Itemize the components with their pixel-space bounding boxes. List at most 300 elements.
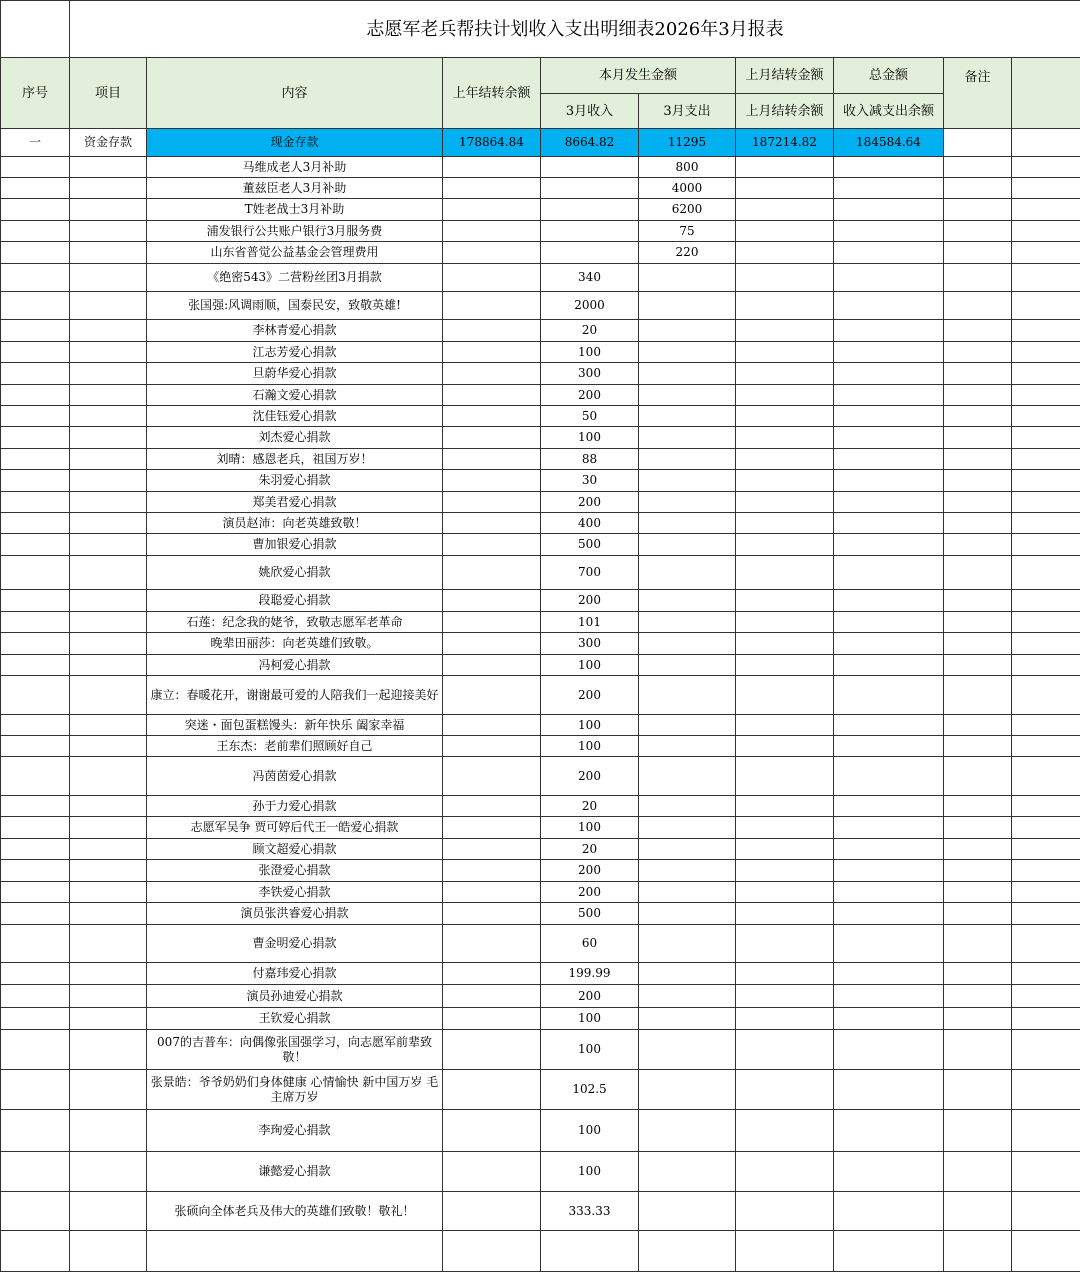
prev-year-cell	[443, 882, 541, 903]
income-cell	[541, 157, 639, 178]
extra-cell	[1012, 427, 1080, 449]
net-balance-cell	[834, 1030, 944, 1070]
seq-cell	[1, 1070, 70, 1110]
extra-cell	[1012, 860, 1080, 882]
project-cell	[70, 715, 147, 736]
last-month-cell	[736, 715, 834, 736]
remark-cell	[944, 492, 1012, 513]
income-cell: 100	[541, 1030, 639, 1070]
expense-cell	[639, 470, 736, 492]
prev-year-cell	[443, 342, 541, 363]
extra-cell	[1012, 157, 1080, 178]
prev-year-cell	[443, 676, 541, 715]
extra-cell	[1012, 590, 1080, 612]
income-cell: 30	[541, 470, 639, 492]
remark-cell	[944, 513, 1012, 534]
project-cell	[70, 590, 147, 612]
table-row	[1, 963, 1080, 985]
cash-row	[1, 129, 1080, 157]
seq-cell	[1, 342, 70, 363]
extra-cell	[1012, 385, 1080, 406]
remark-cell	[944, 839, 1012, 860]
net-balance-cell	[834, 1152, 944, 1192]
last-month-cell	[736, 199, 834, 221]
content-cell: 王东杰：老前辈们照顾好自己	[147, 736, 443, 757]
prev-year-cell	[443, 427, 541, 449]
seq-cell	[1, 292, 70, 320]
income-cell: 100	[541, 817, 639, 839]
table-row	[1, 1030, 1080, 1070]
seq-cell	[1, 903, 70, 925]
net-balance-cell	[834, 736, 944, 757]
seq-cell	[1, 556, 70, 590]
net-balance-cell	[834, 385, 944, 406]
extra-cell	[1012, 199, 1080, 221]
net-balance-cell	[834, 963, 944, 985]
income-cell: 100	[541, 736, 639, 757]
cash-project: 资金存款	[70, 129, 147, 157]
seq-cell	[1, 320, 70, 342]
remark-cell	[944, 715, 1012, 736]
remark-cell	[944, 1110, 1012, 1152]
table-row	[1, 903, 1080, 925]
table-row	[1, 242, 1080, 264]
expense-cell: 220	[639, 242, 736, 264]
header-current-month: 本月发生金额	[541, 58, 736, 94]
table-row	[1, 715, 1080, 736]
seq-cell	[1, 1008, 70, 1030]
remark-cell	[944, 903, 1012, 925]
project-cell	[70, 1152, 147, 1192]
income-cell: 100	[541, 715, 639, 736]
table-row	[1, 292, 1080, 320]
last-month-cell	[736, 1192, 834, 1231]
project-cell	[70, 839, 147, 860]
last-month-cell	[736, 590, 834, 612]
extra-cell	[1012, 513, 1080, 534]
remark-cell	[944, 1231, 1012, 1272]
project-cell	[70, 449, 147, 470]
project-cell	[70, 1070, 147, 1110]
extra-cell	[1012, 242, 1080, 264]
project-cell	[70, 492, 147, 513]
net-balance-cell	[834, 633, 944, 655]
last-month-cell	[736, 157, 834, 178]
net-balance-cell	[834, 199, 944, 221]
remark-cell	[944, 925, 1012, 963]
seq-cell	[1, 860, 70, 882]
income-cell: 333.33	[541, 1192, 639, 1231]
net-balance-cell	[834, 676, 944, 715]
seq-cell	[1, 449, 70, 470]
remark-cell	[944, 796, 1012, 817]
project-cell	[70, 1231, 147, 1272]
content-cell: 姚欣爱心捐款	[147, 556, 443, 590]
project-cell	[70, 985, 147, 1008]
project-cell	[70, 427, 147, 449]
extra-cell	[1012, 492, 1080, 513]
content-cell: 郑美君爱心捐款	[147, 492, 443, 513]
extra-cell	[1012, 1152, 1080, 1192]
prev-year-cell	[443, 1008, 541, 1030]
expense-cell	[639, 925, 736, 963]
project-cell	[70, 406, 147, 427]
remark-cell	[944, 242, 1012, 264]
content-cell: 志愿军吴争 贾可婷后代王一皓爱心捐款	[147, 817, 443, 839]
last-month-cell	[736, 320, 834, 342]
expense-cell	[639, 655, 736, 676]
extra-cell	[1012, 882, 1080, 903]
net-balance-cell	[834, 449, 944, 470]
prev-year-cell	[443, 903, 541, 925]
remark-cell	[944, 590, 1012, 612]
prev-year-cell	[443, 264, 541, 292]
extra-cell	[1012, 676, 1080, 715]
income-cell: 20	[541, 320, 639, 342]
title-row	[1, 1, 1080, 58]
expense-cell	[639, 1152, 736, 1192]
header-project: 项目	[70, 58, 147, 129]
table-row	[1, 1070, 1080, 1110]
net-balance-cell	[834, 1008, 944, 1030]
project-cell	[70, 534, 147, 556]
expense-cell	[639, 676, 736, 715]
income-cell: 100	[541, 655, 639, 676]
table-row	[1, 470, 1080, 492]
extra-cell	[1012, 903, 1080, 925]
prev-year-cell	[443, 320, 541, 342]
last-month-cell	[736, 449, 834, 470]
last-month-cell	[736, 178, 834, 199]
prev-year-cell	[443, 406, 541, 427]
last-month-cell	[736, 903, 834, 925]
expense-cell	[639, 492, 736, 513]
extra-cell	[1012, 1110, 1080, 1152]
remark-cell	[944, 1070, 1012, 1110]
seq-cell	[1, 590, 70, 612]
extra-cell	[1012, 556, 1080, 590]
project-cell	[70, 903, 147, 925]
seq-cell	[1, 178, 70, 199]
income-cell	[541, 199, 639, 221]
last-month-cell	[736, 796, 834, 817]
project-cell	[70, 612, 147, 633]
remark-cell	[944, 612, 1012, 633]
project-cell	[70, 221, 147, 242]
seq-cell	[1, 385, 70, 406]
content-cell: 《绝密543》二营粉丝团3月捐款	[147, 264, 443, 292]
header-income-minus-expense: 收入减支出余额	[834, 94, 944, 129]
remark-cell	[944, 199, 1012, 221]
remark-cell	[944, 178, 1012, 199]
content-cell: 付嘉玮爱心捐款	[147, 963, 443, 985]
net-balance-cell	[834, 534, 944, 556]
content-cell: 段聪爱心捐款	[147, 590, 443, 612]
prev-year-cell	[443, 817, 541, 839]
net-balance-cell	[834, 513, 944, 534]
last-month-cell	[736, 1231, 834, 1272]
prev-year-cell	[443, 963, 541, 985]
income-cell: 100	[541, 1008, 639, 1030]
prev-year-cell	[443, 556, 541, 590]
last-month-cell	[736, 385, 834, 406]
content-cell: 石莲：纪念我的姥爷，致敬志愿军老革命	[147, 612, 443, 633]
net-balance-cell	[834, 817, 944, 839]
expense-cell	[639, 406, 736, 427]
income-cell: 88	[541, 449, 639, 470]
table-row	[1, 157, 1080, 178]
last-month-cell	[736, 406, 834, 427]
remark-cell	[944, 363, 1012, 385]
income-cell: 200	[541, 590, 639, 612]
expense-cell	[639, 385, 736, 406]
remark-cell	[944, 882, 1012, 903]
last-month-cell	[736, 1110, 834, 1152]
net-balance-cell	[834, 757, 944, 796]
seq-cell	[1, 1231, 70, 1272]
project-cell	[70, 178, 147, 199]
remark-cell	[944, 470, 1012, 492]
seq-cell	[1, 612, 70, 633]
content-cell: 王钦爱心捐款	[147, 1008, 443, 1030]
remark-cell	[944, 1030, 1012, 1070]
expense-cell	[639, 264, 736, 292]
extra-cell	[1012, 363, 1080, 385]
income-cell: 200	[541, 385, 639, 406]
content-cell: 孙于力爱心捐款	[147, 796, 443, 817]
table-row	[1, 612, 1080, 633]
income-cell: 400	[541, 513, 639, 534]
project-cell	[70, 470, 147, 492]
content-cell: 顾文超爱心捐款	[147, 839, 443, 860]
net-balance-cell	[834, 292, 944, 320]
project-cell	[70, 342, 147, 363]
expense-cell	[639, 292, 736, 320]
header-content: 内容	[147, 58, 443, 129]
title-blank-cell	[1, 1, 70, 58]
seq-cell	[1, 1110, 70, 1152]
content-cell: 李林青爱心捐款	[147, 320, 443, 342]
seq-cell	[1, 470, 70, 492]
content-cell: 刘杰爱心捐款	[147, 427, 443, 449]
project-cell	[70, 882, 147, 903]
prev-year-cell	[443, 633, 541, 655]
project-cell	[70, 385, 147, 406]
last-month-cell	[736, 513, 834, 534]
prev-year-cell	[443, 925, 541, 963]
prev-year-cell	[443, 221, 541, 242]
remark-cell	[944, 676, 1012, 715]
extra-cell	[1012, 292, 1080, 320]
extra-cell	[1012, 406, 1080, 427]
extra-cell	[1012, 534, 1080, 556]
last-month-cell	[736, 242, 834, 264]
cash-expense: 11295	[639, 129, 736, 157]
remark-cell	[944, 221, 1012, 242]
expense-cell: 800	[639, 157, 736, 178]
seq-cell	[1, 264, 70, 292]
expense-cell	[639, 796, 736, 817]
remark-cell	[944, 385, 1012, 406]
expense-cell	[639, 882, 736, 903]
income-cell	[541, 242, 639, 264]
content-cell: 演员赵沛：向老英雄致敬！	[147, 513, 443, 534]
project-cell	[70, 513, 147, 534]
extra-cell	[1012, 925, 1080, 963]
prev-year-cell	[443, 292, 541, 320]
expense-cell	[639, 513, 736, 534]
header-last-month-transfer-balance: 上月结转余额	[736, 94, 834, 129]
extra-cell	[1012, 1030, 1080, 1070]
expense-cell	[639, 590, 736, 612]
content-cell: 沈佳钰爱心捐款	[147, 406, 443, 427]
project-cell	[70, 817, 147, 839]
cash-income: 8664.82	[541, 129, 639, 157]
expense-cell	[639, 1192, 736, 1231]
project-cell	[70, 925, 147, 963]
project-cell	[70, 757, 147, 796]
seq-cell	[1, 925, 70, 963]
table-row	[1, 1231, 1080, 1272]
income-cell: 200	[541, 676, 639, 715]
net-balance-cell	[834, 1231, 944, 1272]
prev-year-cell	[443, 796, 541, 817]
header-march-expense: 3月支出	[639, 94, 736, 129]
income-cell: 200	[541, 882, 639, 903]
extra-cell	[1012, 633, 1080, 655]
remark-cell	[944, 320, 1012, 342]
prev-year-cell	[443, 839, 541, 860]
seq-cell	[1, 963, 70, 985]
remark-cell	[944, 406, 1012, 427]
project-cell	[70, 242, 147, 264]
expense-cell	[639, 715, 736, 736]
seq-cell	[1, 715, 70, 736]
content-cell: 石瀚文爱心捐款	[147, 385, 443, 406]
extra-cell	[1012, 817, 1080, 839]
table-row	[1, 736, 1080, 757]
expense-cell	[639, 633, 736, 655]
income-cell: 200	[541, 492, 639, 513]
last-month-cell	[736, 633, 834, 655]
income-cell: 200	[541, 860, 639, 882]
table-row	[1, 925, 1080, 963]
last-month-cell	[736, 342, 834, 363]
expense-cell	[639, 860, 736, 882]
remark-cell	[944, 556, 1012, 590]
content-cell: 演员张洪睿爱心捐款	[147, 903, 443, 925]
net-balance-cell	[834, 796, 944, 817]
table-row	[1, 590, 1080, 612]
seq-cell	[1, 985, 70, 1008]
extra-cell	[1012, 178, 1080, 199]
seq-cell	[1, 406, 70, 427]
content-cell: 董兹臣老人3月补助	[147, 178, 443, 199]
expense-cell	[639, 817, 736, 839]
content-cell: 康立：春暖花开，谢谢最可爱的人陪我们一起迎接美好	[147, 676, 443, 715]
project-cell	[70, 1030, 147, 1070]
income-cell	[541, 1231, 639, 1272]
content-cell: 李铁爱心捐款	[147, 882, 443, 903]
content-cell	[147, 1231, 443, 1272]
header-march-income: 3月收入	[541, 94, 639, 129]
extra-cell	[1012, 320, 1080, 342]
table-row	[1, 817, 1080, 839]
net-balance-cell	[834, 264, 944, 292]
net-balance-cell	[834, 320, 944, 342]
last-month-cell	[736, 676, 834, 715]
extra-cell	[1012, 796, 1080, 817]
table-row	[1, 264, 1080, 292]
income-cell: 20	[541, 839, 639, 860]
content-cell: 冯茵茵爱心捐款	[147, 757, 443, 796]
last-month-cell	[736, 363, 834, 385]
prev-year-cell	[443, 655, 541, 676]
table-row	[1, 1192, 1080, 1231]
project-cell	[70, 157, 147, 178]
last-month-cell	[736, 1030, 834, 1070]
extra-cell	[1012, 839, 1080, 860]
remark-cell	[944, 1152, 1012, 1192]
net-balance-cell	[834, 839, 944, 860]
prev-year-cell	[443, 860, 541, 882]
extra-cell	[1012, 1192, 1080, 1231]
last-month-cell	[736, 1152, 834, 1192]
remark-cell	[944, 157, 1012, 178]
table-row	[1, 534, 1080, 556]
content-cell: 朱羽爱心捐款	[147, 470, 443, 492]
seq-cell	[1, 534, 70, 556]
prev-year-cell	[443, 1070, 541, 1110]
last-month-cell	[736, 817, 834, 839]
remark-cell	[944, 427, 1012, 449]
income-cell: 100	[541, 342, 639, 363]
extra-cell	[1012, 1008, 1080, 1030]
last-month-cell	[736, 736, 834, 757]
remark-cell	[944, 963, 1012, 985]
income-cell: 199.99	[541, 963, 639, 985]
prev-year-cell	[443, 1152, 541, 1192]
last-month-cell	[736, 556, 834, 590]
content-cell: 张国强:风调雨顺，国泰民安，致敬英雄!	[147, 292, 443, 320]
content-cell: 张景皓：爷爷奶奶们身体健康 心情愉快 新中国万岁 毛主席万岁	[147, 1070, 443, 1110]
header-total-amount: 总金额	[834, 58, 944, 94]
net-balance-cell	[834, 342, 944, 363]
seq-cell	[1, 736, 70, 757]
content-cell: 浦发银行公共账户银行3月服务费	[147, 221, 443, 242]
last-month-cell	[736, 1070, 834, 1110]
header-extra-cell	[1012, 58, 1080, 129]
table-row	[1, 221, 1080, 242]
project-cell	[70, 633, 147, 655]
table-row	[1, 1008, 1080, 1030]
prev-year-cell	[443, 178, 541, 199]
seq-cell	[1, 513, 70, 534]
cash-remark	[944, 129, 1012, 157]
project-cell	[70, 199, 147, 221]
income-cell: 200	[541, 985, 639, 1008]
content-cell: 江志芳爱心捐款	[147, 342, 443, 363]
cash-prev-year-balance: 178864.84	[443, 129, 541, 157]
header-last-month-transfer-amount: 上月结转金额	[736, 58, 834, 94]
extra-cell	[1012, 221, 1080, 242]
expense-cell	[639, 612, 736, 633]
remark-cell	[944, 1192, 1012, 1231]
table-row	[1, 1110, 1080, 1152]
last-month-cell	[736, 757, 834, 796]
expense-cell	[639, 736, 736, 757]
prev-year-cell	[443, 449, 541, 470]
